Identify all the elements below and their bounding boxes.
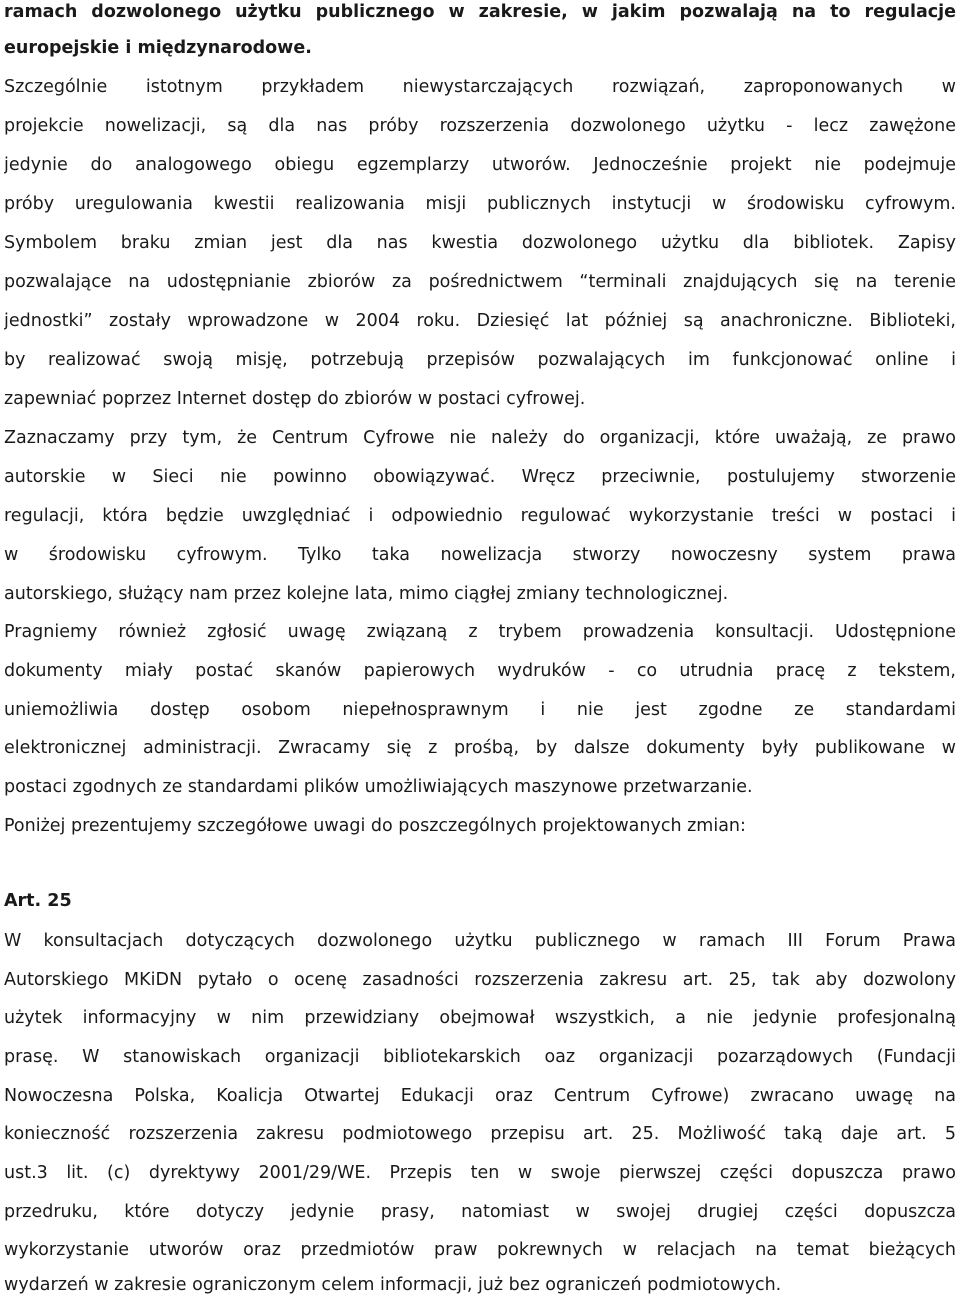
text-line: europejskie i międzynarodowe. [4, 38, 312, 58]
text-line: Zaznaczamy przy tym, że Centrum Cyfrowe nie należy do organizacji, które uważają, ze prawo [4, 428, 956, 448]
text-line: Nowoczesna Polska, Koalicja Otwartej Edukacji oraz Centrum Cyfrowe) zwracano uwagę na [4, 1086, 956, 1106]
text-line: regulacji, która będzie uwzględniać i odpowiednio regulować wykorzystanie treści w postaci i [4, 506, 956, 526]
text-line: ust.3 lit. (c) dyrektywy 2001/29/WE. Przepis ten w swoje pierwszej części dopuszcza prawo [4, 1163, 956, 1183]
text-line: jedynie do analogowego obiegu egzemplarzy utworów. Jednocześnie projekt nie podejmuje [4, 155, 956, 175]
text-line: W konsultacjach dotyczących dozwolonego użytku publicznego w ramach III Forum Prawa [4, 931, 956, 951]
text-line: konieczność rozszerzenia zakresu podmiotowego przepisu art. 25. Możliwość taką daje art. 5 [4, 1124, 956, 1144]
text-line: w środowisku cyfrowym. Tylko taka nowelizacja stworzy nowoczesny system prawa [4, 545, 956, 565]
text-line: Pragniemy również zgłosić uwagę związaną z trybem prowadzenia konsultacji. Udostępnione [4, 622, 956, 642]
text-line: wykorzystanie utworów oraz przedmiotów praw pokrewnych w relacjach na temat bieżących [4, 1240, 956, 1260]
text-line: ramach dozwolonego użytku publicznego w zakresie, w jakim pozwalają na to regulacje [4, 2, 956, 22]
text-line: pozwalające na udostępnianie zbiorów za pośrednictwem “terminali znajdujących się na terenie [4, 272, 956, 292]
text-line: Poniżej prezentujemy szczegółowe uwagi do poszczególnych projektowanych zmian: [4, 816, 746, 836]
text-line: uniemożliwia dostęp osobom niepełnosprawnym i nie jest zgodne ze standardami [4, 700, 956, 720]
text-line: zapewniać poprzez Internet dostęp do zbiorów w postaci cyfrowej. [4, 389, 586, 409]
text-line: postaci zgodnych ze standardami plików umożliwiających maszynowe przetwarzanie. [4, 777, 753, 797]
text-line: użytek informacyjny w nim przewidziany obejmował wszystkich, a nie jedynie profesjonalną [4, 1008, 956, 1028]
text-line: wydarzeń w zakresie ograniczonym celem informacji, już bez ograniczeń podmiotowych. [4, 1275, 782, 1295]
text-line: próby uregulowania kwestii realizowania misji publicznych instytucji w środowisku cyfrowym. [4, 194, 956, 214]
text-line: prasę. W stanowiskach organizacji bibliotekarskich oaz organizacji pozarządowych (Fundacji [4, 1047, 956, 1067]
text-line: jednostki” zostały wprowadzone w 2004 roku. Dziesięć lat później są anachroniczne. Biblioteki, [4, 311, 956, 331]
text-line: Autorskiego MKiDN pytało o ocenę zasadności rozszerzenia zakresu art. 25, tak aby dozwolony [4, 970, 956, 990]
text-line: przedruku, które dotyczy jedynie prasy, natomiast w swojej drugiej części dopuszcza [4, 1202, 956, 1222]
text-line: Symbolem braku zmian jest dla nas kwestia dozwolonego użytku dla bibliotek. Zapisy [4, 233, 956, 253]
article-heading: Art. 25 [4, 891, 72, 911]
text-line: by realizować swoją misję, potrzebują przepisów pozwalających im funkcjonować online i [4, 350, 956, 370]
text-line: dokumenty miały postać skanów papierowych wydruków - co utrudnia pracę z tekstem, [4, 661, 956, 681]
text-line: autorskiego, służący nam przez kolejne lata, mimo ciągłej zmiany technologicznej. [4, 584, 729, 604]
text-line: Szczególnie istotnym przykładem niewystarczających rozwiązań, zaproponowanych w [4, 77, 956, 97]
text-line: autorskie w Sieci nie powinno obowiązywać. Wręcz przeciwnie, postulujemy stworzenie [4, 467, 956, 487]
text-line: elektronicznej administracji. Zwracamy się z prośbą, by dalsze dokumenty były publikowane w [4, 738, 956, 758]
text-line: projekcie nowelizacji, są dla nas próby rozszerzenia dozwolonego użytku - lecz zawężone [4, 116, 956, 136]
